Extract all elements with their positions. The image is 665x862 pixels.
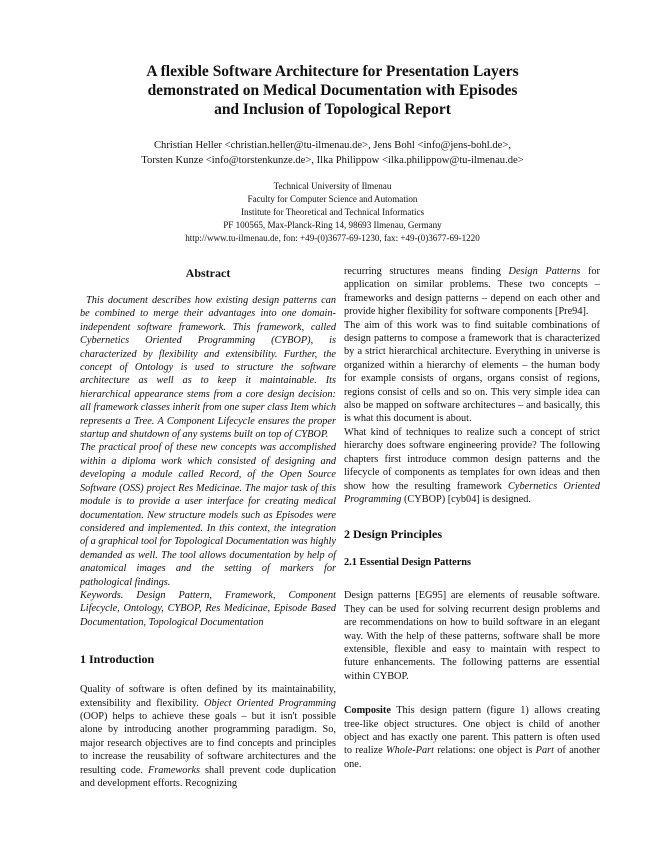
introduction-paragraph: Quality of software is often defined by its maintainability, extensibility and flexibility. Object Oriented Programming (OOP) helps to achieve these goals – but it isn't possible alone by introducing another programming paradigm. So, major research objectives are to find concepts and principles to increase the reusability of software architectures and the resulting code. Frameworks shall prevent code duplication and development efforts. Recognizing	[80, 684, 336, 789]
title-line-1: A flexible Software Architecture for Presentation Layers	[146, 63, 519, 80]
affiliation-line-3: Institute for Theoretical and Technical Informatics	[240, 207, 425, 217]
techniques-paragraph: What kind of techniques to realize such a concept of strict hierarchy does software engineering provide? The following chapters first introduce common design patterns and the lifecycle of components as templates for own ideas and then show how the resulting framework Cybernetics Oriented Programming (CYBOP) [cyb04] is designed.	[344, 426, 600, 505]
design-principles-heading: 2 Design Principles	[344, 527, 442, 542]
right-column	[344, 265, 600, 771]
essential-patterns-heading: 2.1 Essential Design Patterns	[344, 557, 471, 569]
abstract-paragraph-1: This document describes how existing design patterns can be combined to merge their advantages into one domain-independent software framework. This framework, called Cybernetics Oriented Programming (CYBOP), is characterized by flexibility and extensibility. Further, the concept of Ontology is used to structure the software architecture as well as to keep it maintainable. Its hierarchical appearance stems from a core design decision: all framework classes inherit from one super class Item which represents a Tree. A Component Lifecycle ensures the proper startup and shutdown of any systems built on top of CYBOP.	[80, 295, 336, 441]
affiliation-line-1: Technical University of Ilmenau	[273, 181, 392, 191]
authors-line-1: Christian Heller <christian.heller@tu-ilmenau.de>, Jens Bohl <info@jens-bohl.de>,	[153, 140, 512, 151]
affiliation-line-2: Faculty for Computer Science and Automation	[247, 194, 418, 204]
affiliation-line-4: PF 100565, Max-Planck-Ring 14, 98693 Ilmenau, Germany	[223, 220, 442, 230]
paper-title	[0, 62, 665, 119]
intro-continuation-paragraph: recurring structures means finding Design Patterns for application on similar problems. These two concepts – frameworks and design patterns – depend on each other and provide higher flexibility for software components [Pre94].	[344, 266, 600, 318]
design-patterns-paragraph: Design patterns [EG95] are elements of reusable software. They can be used for solving recurrent design problems and are recommendations on how to build software in an elegant way. With the help of these patterns, software shall be more extensible, flexible and easy to maintain with respect to future enhancements. The following patterns are essential within CYBOP.	[344, 590, 600, 682]
affiliation-line-5: http://www.tu-ilmenau.de, fon: +49-(0)3677-69-1230, fax: +49-(0)3677-69-1220	[185, 233, 480, 243]
title-line-2: demonstrated on Medical Documentation with Episodes	[147, 82, 518, 99]
composite-paragraph: Composite This design pattern (figure 1) allows creating tree-like object structures. One object is child of another object and has exactly one parent. This pattern is often used to realize Whole-Part relations: one object is Part of another one.	[344, 705, 600, 770]
left-column	[80, 265, 336, 790]
aim-paragraph: The aim of this work was to find suitable combinations of design patterns to compose a framework that is characterized by a strict hierarchical architecture. Everything in universe is organized within a hierarchy of elements – the human body for example consists of organs, organs consist of regions, regions consist of cells and so on. This very simple idea can also be mapped on software architectures – and basically, this is what this document is about.	[344, 319, 600, 425]
title-line-3: and Inclusion of Topological Report	[214, 101, 451, 118]
introduction-heading: 1 Introduction	[80, 652, 155, 667]
abstract-paragraph-2: The practical proof of these new concepts was accomplished within a diploma work which consisted of designing and developing a module called Record, of the Open Source Software (OSS) project Res Medicinae. The major task of this module is to provide a user interface for creating medical documentation. New structure models such as Episodes were considered and implemented. In this context, the integration of a graphical tool for Topological Documentation was highly demanded as well. The tool allows documentation by help of anatomical images and the setting of markers for pathological findings.	[80, 442, 336, 588]
abstract-keywords: Keywords. Design Pattern, Framework, Component Lifecycle, Ontology, CYBOP, Res Medicinae, Episode Based Documentation, Topological Documentation	[80, 589, 336, 628]
author-list	[0, 138, 665, 168]
affiliation	[0, 180, 665, 245]
authors-line-2: Torsten Kunze <info@torstenkunze.de>, Ilka Philippow <ilka.philippow@tu-ilmenau.de>	[141, 155, 524, 166]
abstract-heading: Abstract	[185, 266, 231, 280]
